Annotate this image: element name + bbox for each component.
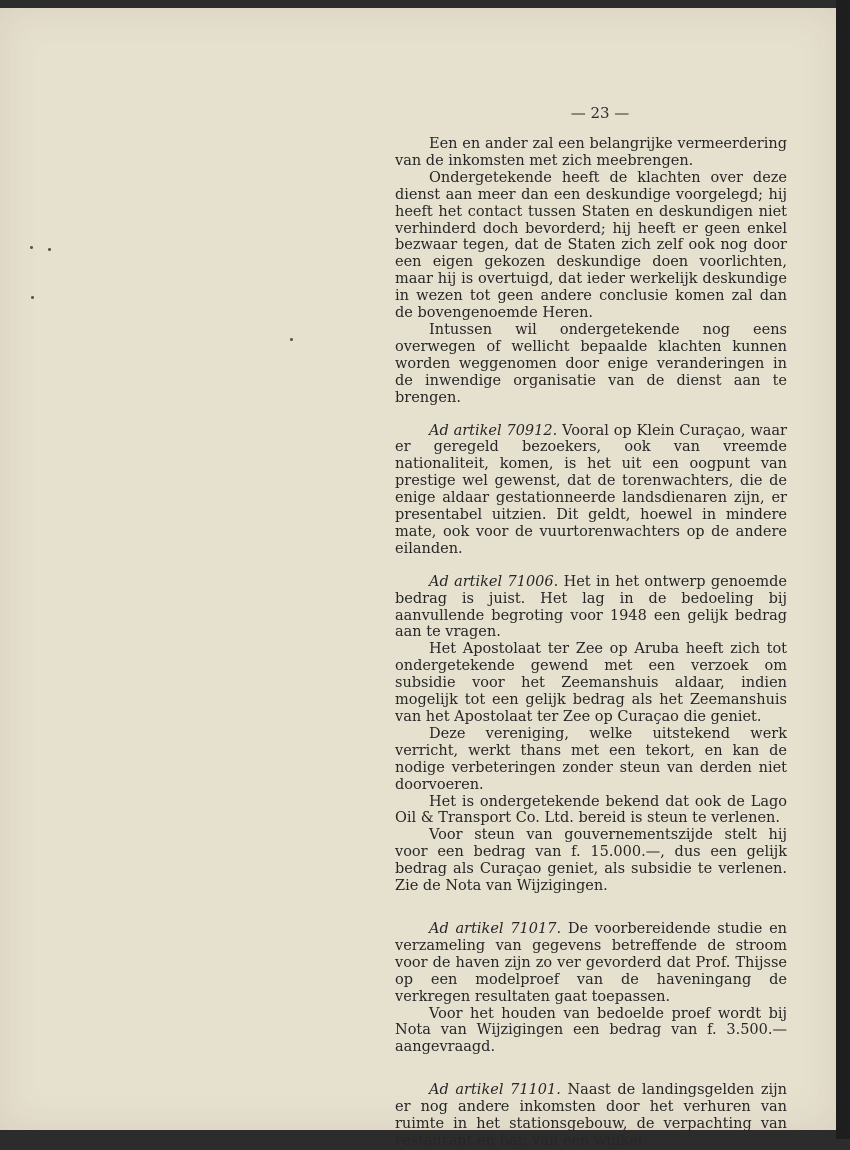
paper-speck — [290, 338, 293, 341]
paragraph: Het Apostolaat ter Zee op Aruba heeft zich tot ondergetekende gewend met een verzoek om subsidie voor het Zeemanshuis aldaar, indien mogelijk tot een gelijk bedrag als het Zeemanshuis van het Apostolaat ter Zee op Curaçao die geniet. — [395, 641, 787, 725]
paragraph-article-71006: Ad artikel 71006. Het in het ontwerp genoemde bedrag is juist. Het lag in de bedoeling bij aanvullende begroting voor 1948 een gelijk bedrag aan te vragen. — [395, 573, 787, 641]
scan-border — [836, 0, 850, 1139]
paragraph: Voor het houden van bedoelde proef wordt bij Nota van Wijzigingen een bedrag van f. 3.500.— aangevraagd. — [395, 1005, 787, 1056]
article-reference: Ad artikel 71006. — [429, 573, 559, 590]
body-text — [395, 136, 787, 1150]
page-number: — 23 — — [570, 104, 630, 122]
paper-speck — [48, 248, 51, 251]
paragraph: Deze vereniging, welke uitstekend werk verricht, werkt thans met een tekort, en kan de nodige verbeteringen zonder steun van derden niet doorvoeren. — [395, 725, 787, 793]
paper-speck — [30, 246, 33, 249]
article-reference: Ad artikel 71017. — [429, 920, 562, 937]
paragraph: Voor steun van gouvernementszijde stelt hij voor een bedrag van f. 15.000.—, dus een gelijk bedrag als Curaçao geniet, als subsidie te verlenen. Zie de Nota van Wijzigingen. — [395, 827, 787, 895]
article-reference: Ad artikel 70912. — [429, 422, 558, 439]
paragraph: Ondergetekende heeft de klachten over deze dienst aan meer dan een deskundige voorgelegd; hij heeft het contact tussen Staten en deskundigen niet verhinderd doch bevorderd; hij heeft er geen enkel bezwaar tegen, dat de Staten zich zelf ook nog door een eigen gekozen deskundige doen voorlichten, maar hij is overtuigd, dat ieder werkelijk deskundige in wezen tot geen andere conclusie komen zal dan de bovengenoemde Heren. — [395, 169, 787, 322]
paragraph-article-71017: Ad artikel 71017. De voorbereidende studie en verzameling van gegevens betreffende de stroom voor de haven zijn zo ver gevorderd dat Prof. Thijsse op een modelproef van de haveningang de verkregen resultaten gaat toepassen. — [395, 920, 787, 1005]
paragraph: Een en ander zal een belangrijke vermeerdering van de inkomsten met zich meebrengen. — [395, 136, 787, 169]
article-reference: Ad artikel 71101. — [429, 1082, 561, 1099]
document-page — [0, 8, 836, 1149]
paragraph-article-71101: Ad artikel 71101. Naast de landingsgelden zijn er nog andere inkomsten door het verhuren van ruimte in het stationsgebouw, de verpachting van restaurant en bar, van een winkel. — [395, 1082, 787, 1149]
paper-speck — [31, 296, 34, 299]
paragraph-article-70912: Ad artikel 70912. Vooral op Klein Curaçao, waar er geregeld bezoekers, ook van vreemde nationaliteit, komen, is het uit een oogpunt van prestige wel gewenst, dat de torenwachters, die de enige aldaar gestationneerde landsdienaren zijn, er presentabel uitzien. Dit geldt, hoewel in mindere mate, ook voor de vuurtorenwachters op de andere eilanden. — [395, 422, 787, 557]
paragraph: Het is ondergetekende bekend dat ook de Lago Oil & Transport Co. Ltd. bereid is steun te verlenen. — [395, 793, 787, 827]
paragraph: Intussen wil ondergetekende nog eens overwegen of wellicht bepaalde klachten kunnen worden weggenomen door enige veranderingen in de inwendige organisatie van de dienst aan te brengen. — [395, 321, 787, 406]
